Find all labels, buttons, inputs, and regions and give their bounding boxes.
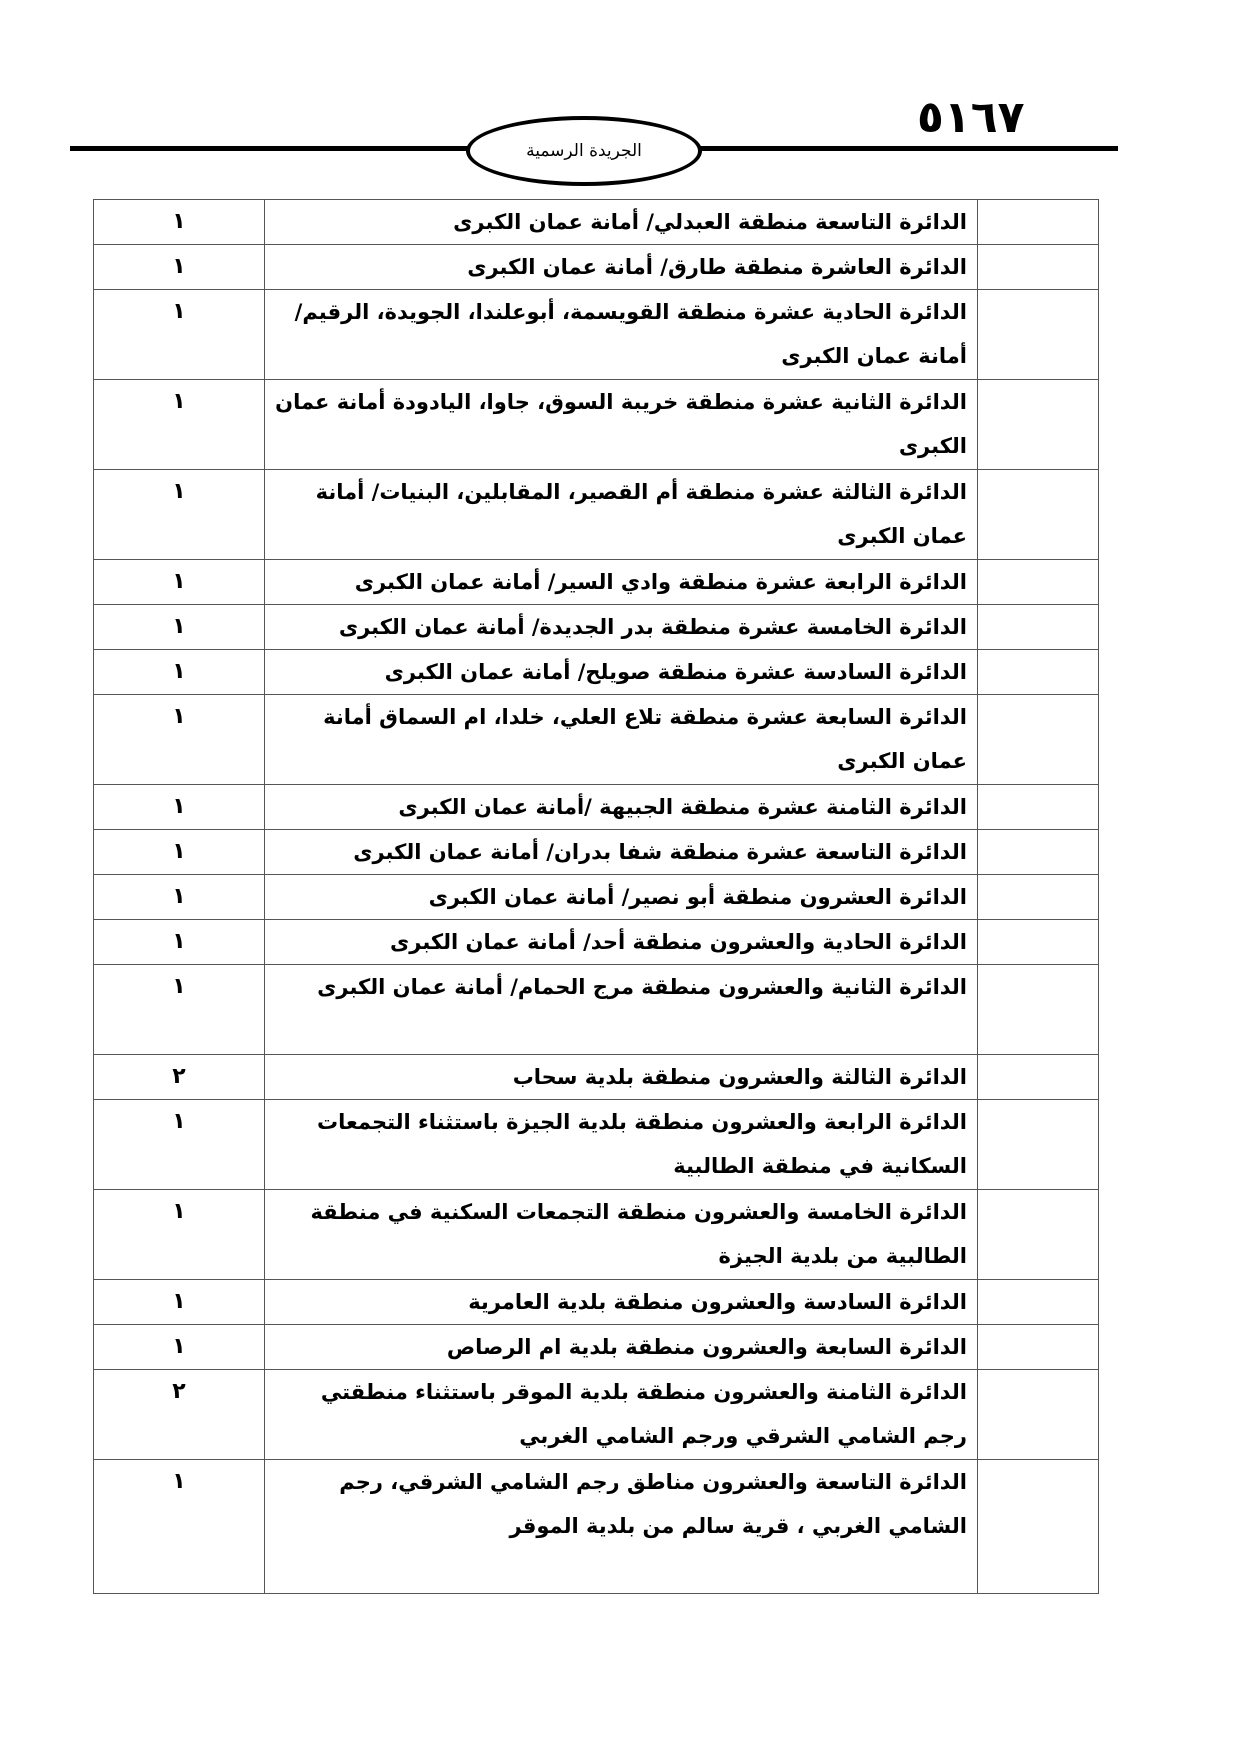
seat-count-cell: ١ xyxy=(94,920,265,965)
table-row xyxy=(94,785,1099,830)
seat-count-cell: ١ xyxy=(94,1100,265,1190)
blank-cell xyxy=(978,245,1099,290)
blank-cell xyxy=(978,920,1099,965)
seat-count-cell: ١ xyxy=(94,290,265,380)
blank-cell xyxy=(978,875,1099,920)
district-name-cell: الدائرة العاشرة منطقة طارق/ أمانة عمان الكبرى xyxy=(265,245,978,290)
table-row xyxy=(94,1460,1099,1594)
table-row xyxy=(94,650,1099,695)
seat-count-cell: ١ xyxy=(94,875,265,920)
seat-count-cell: ١ xyxy=(94,245,265,290)
gazette-title-oval xyxy=(466,116,702,186)
seat-count-cell: ١ xyxy=(94,560,265,605)
district-name-cell: الدائرة السادسة عشرة منطقة صويلح/ أمانة عمان الكبرى xyxy=(265,650,978,695)
seat-count-cell: ١ xyxy=(94,470,265,560)
table-row xyxy=(94,245,1099,290)
electoral-districts-table xyxy=(93,199,1099,1594)
district-name-cell: الدائرة الثانية عشرة منطقة خريبة السوق، جاوا، اليادودة أمانة عمان الكبرى xyxy=(265,380,978,470)
district-name-cell: الدائرة الحادية والعشرون منطقة أحد/ أمانة عمان الكبرى xyxy=(265,920,978,965)
seat-count-cell: ١ xyxy=(94,695,265,785)
gazette-title: الجريدة الرسمية xyxy=(526,141,642,161)
table-row xyxy=(94,1055,1099,1100)
blank-cell xyxy=(978,785,1099,830)
blank-cell xyxy=(978,1280,1099,1325)
blank-cell xyxy=(978,1190,1099,1280)
blank-cell xyxy=(978,605,1099,650)
seat-count-cell: ١ xyxy=(94,380,265,470)
district-name-cell: الدائرة الرابعة عشرة منطقة وادي السير/ أمانة عمان الكبرى xyxy=(265,560,978,605)
seat-count-cell: ١ xyxy=(94,965,265,1055)
district-name-cell: الدائرة الثامنة عشرة منطقة الجبيهة /أمانة عمان الكبرى xyxy=(265,785,978,830)
district-name-cell: الدائرة الخامسة والعشرون منطقة التجمعات السكنية في منطقة الطالبية من بلدية الجيزة xyxy=(265,1190,978,1280)
blank-cell xyxy=(978,290,1099,380)
district-name-cell: الدائرة السابعة والعشرون منطقة بلدية ام الرصاص xyxy=(265,1325,978,1370)
table-row xyxy=(94,875,1099,920)
seat-count-cell: ١ xyxy=(94,1325,265,1370)
district-name-cell: الدائرة الخامسة عشرة منطقة بدر الجديدة/ أمانة عمان الكبرى xyxy=(265,605,978,650)
seat-count-cell: ٢ xyxy=(94,1055,265,1100)
blank-cell xyxy=(978,1370,1099,1460)
table-row xyxy=(94,200,1099,245)
table-row xyxy=(94,1370,1099,1460)
district-name-cell: الدائرة الثامنة والعشرون منطقة بلدية الموقر باستثناء منطقتي رجم الشامي الشرقي ورجم الشامي الغربي xyxy=(265,1370,978,1460)
district-name-cell: الدائرة الثالثة عشرة منطقة أم القصير، المقابلين، البنيات/ أمانة عمان الكبرى xyxy=(265,470,978,560)
table-body xyxy=(94,200,1099,1594)
district-name-cell: الدائرة الحادية عشرة منطقة القويسمة، أبوعلندا، الجويدة، الرقيم/ أمانة عمان الكبرى xyxy=(265,290,978,380)
district-name-cell: الدائرة التاسعة والعشرون مناطق رجم الشامي الشرقي، رجم الشامي الغربي ، قرية سالم من بلدية الموقر xyxy=(265,1460,978,1594)
seat-count-cell: ١ xyxy=(94,650,265,695)
blank-cell xyxy=(978,470,1099,560)
seat-count-cell: ١ xyxy=(94,605,265,650)
page-number: ٥١٦٧ xyxy=(917,92,1025,143)
seat-count-cell: ١ xyxy=(94,200,265,245)
table-row xyxy=(94,920,1099,965)
blank-cell xyxy=(978,200,1099,245)
district-name-cell: الدائرة السادسة والعشرون منطقة بلدية العامرية xyxy=(265,1280,978,1325)
seat-count-cell: ١ xyxy=(94,1190,265,1280)
district-name-cell: الدائرة التاسعة منطقة العبدلي/ أمانة عمان الكبرى xyxy=(265,200,978,245)
table-row xyxy=(94,290,1099,380)
seat-count-cell: ١ xyxy=(94,1460,265,1594)
table-row xyxy=(94,1280,1099,1325)
seat-count-cell: ٢ xyxy=(94,1370,265,1460)
seat-count-cell: ١ xyxy=(94,830,265,875)
blank-cell xyxy=(978,1325,1099,1370)
blank-cell xyxy=(978,830,1099,875)
table-row xyxy=(94,560,1099,605)
blank-cell xyxy=(978,650,1099,695)
district-name-cell: الدائرة الثالثة والعشرون منطقة بلدية سحاب xyxy=(265,1055,978,1100)
district-name-cell: الدائرة التاسعة عشرة منطقة شفا بدران/ أمانة عمان الكبرى xyxy=(265,830,978,875)
blank-cell xyxy=(978,965,1099,1055)
blank-cell xyxy=(978,1100,1099,1190)
seat-count-cell: ١ xyxy=(94,785,265,830)
district-name-cell: الدائرة العشرون منطقة أبو نصير/ أمانة عمان الكبرى xyxy=(265,875,978,920)
table-row xyxy=(94,830,1099,875)
seat-count-cell: ١ xyxy=(94,1280,265,1325)
blank-cell xyxy=(978,1460,1099,1594)
table-row xyxy=(94,965,1099,1055)
blank-cell xyxy=(978,380,1099,470)
blank-cell xyxy=(978,1055,1099,1100)
table-row xyxy=(94,1190,1099,1280)
district-name-cell: الدائرة الثانية والعشرون منطقة مرج الحمام/ أمانة عمان الكبرى xyxy=(265,965,978,1055)
table-row xyxy=(94,605,1099,650)
district-name-cell: الدائرة السابعة عشرة منطقة تلاع العلي، خلدا، ام السماق أمانة عمان الكبرى xyxy=(265,695,978,785)
table-row xyxy=(94,1100,1099,1190)
table-row xyxy=(94,1325,1099,1370)
table-row xyxy=(94,695,1099,785)
blank-cell xyxy=(978,695,1099,785)
blank-cell xyxy=(978,560,1099,605)
district-name-cell: الدائرة الرابعة والعشرون منطقة بلدية الجيزة باستثناء التجمعات السكانية في منطقة الطالبية xyxy=(265,1100,978,1190)
table-row xyxy=(94,380,1099,470)
table-row xyxy=(94,470,1099,560)
